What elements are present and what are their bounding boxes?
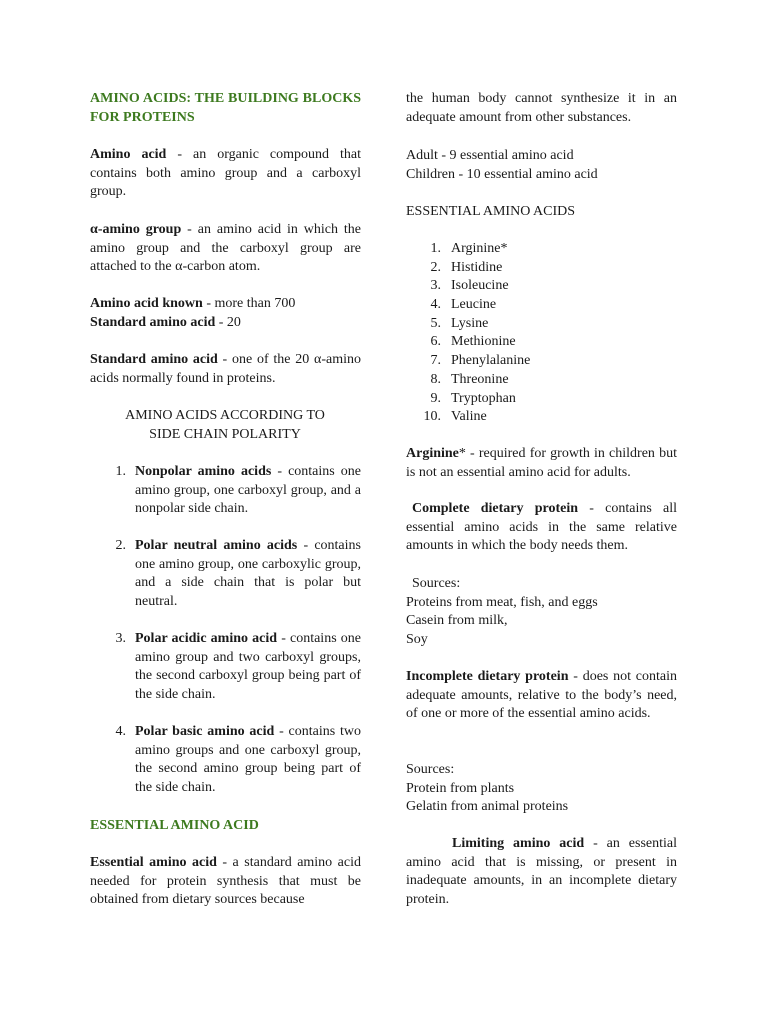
sources-label: Sources:: [412, 576, 461, 591]
essential-counts: [406, 147, 677, 184]
amino-acid-name: Isoleucine: [451, 278, 509, 294]
list-number: 2.: [430, 259, 441, 275]
arginine-note: [406, 445, 677, 482]
alpha-amino-group-definition: [90, 221, 361, 277]
incomplete-dietary-protein-definition: [406, 668, 677, 724]
definition: - contains one amino group, one carboxylic group, and a side chain that is polar but neutral.: [135, 538, 361, 610]
term: Essential amino acid: [90, 855, 217, 870]
list-number: 5.: [430, 315, 441, 331]
amino-acid-name: Phenylalanine: [451, 353, 531, 369]
term: Standard amino acid: [90, 352, 218, 367]
sources-label: Sources:: [406, 762, 455, 777]
incomplete-protein-sources: [406, 761, 677, 817]
amino-acid-counts: [90, 295, 361, 332]
essential-list-heading: ESSENTIAL AMINO ACIDS: [406, 204, 576, 219]
amino-acid-name: Tryptophan: [451, 390, 516, 406]
definition: - does not contain adequate amounts, relative to the body’s need, of one or more of the essential amino acids.: [406, 669, 677, 722]
definition: - an amino acid in which the amino group and the carboxyl group are attached to the α-carbon atom.: [90, 222, 361, 275]
list-number: 2.: [115, 538, 126, 553]
term: Standard amino acid: [90, 314, 216, 330]
amino-acid-name: Lysine: [451, 315, 489, 331]
source-item: Gelatin from animal proteins: [406, 799, 569, 815]
definition: - one of the 20 α-amino acids normally found in proteins.: [90, 352, 361, 386]
term: Amino acid known: [90, 296, 203, 311]
essential-definition-continuation: the human body cannot synthesize it in an adequate amount from other substances.: [406, 91, 677, 125]
complete-protein-sources: [406, 575, 677, 650]
list-number: 9.: [430, 390, 441, 406]
term: Amino acid: [90, 147, 167, 162]
definition: - contains one amino group, one carboxyl group, and a nonpolar side chain.: [135, 464, 361, 517]
standard-count-line: [90, 314, 361, 333]
definition: * - required for growth in children but is not an essential amino acid for adults.: [406, 446, 677, 480]
source-item: Casein from milk,: [406, 613, 508, 629]
complete-dietary-protein-definition: [406, 500, 677, 556]
term: Polar neutral amino acids: [135, 538, 298, 553]
term: Incomplete dietary protein: [406, 669, 569, 684]
heading-line: AMINO ACIDS ACCORDING TO: [125, 408, 325, 423]
term: Arginine: [406, 446, 459, 461]
list-item: [406, 371, 677, 390]
term: Polar acidic amino acid: [135, 631, 278, 646]
list-item: [406, 315, 677, 334]
amino-acid-definition: [90, 146, 361, 202]
list-item: [406, 240, 677, 259]
known-count-line: [90, 295, 361, 314]
essential-amino-acid-definition: [90, 854, 361, 910]
children-count: Children - 10 essential amino acid: [406, 166, 598, 182]
list-number: 1.: [115, 464, 126, 479]
source-item: Protein from plants: [406, 780, 515, 796]
value: - 20: [215, 314, 241, 330]
list-item: [406, 296, 677, 315]
source-item: Proteins from meat, fish, and eggs: [406, 594, 598, 610]
list-number: 3.: [430, 278, 441, 294]
term: Complete dietary protein: [412, 501, 579, 516]
list-number: 10.: [423, 409, 441, 425]
list-item: [406, 352, 677, 371]
term: Polar basic amino acid: [135, 724, 275, 739]
list-number: 4.: [430, 297, 441, 313]
list-number: 6.: [430, 334, 441, 350]
essential-section-heading: ESSENTIAL AMINO ACID: [90, 818, 259, 833]
list-number: 1.: [430, 241, 441, 256]
standard-amino-acid-definition: [90, 351, 361, 388]
definition: - contains two amino groups and one carboxyl group, the second amino group being part of the side chain.: [135, 724, 361, 796]
list-item: [406, 277, 677, 296]
amino-acid-name: Leucine: [451, 297, 497, 313]
list-number: 3.: [115, 631, 126, 646]
value: - more than 700: [202, 296, 296, 311]
polarity-heading: [90, 407, 360, 444]
term: Limiting amino acid: [452, 836, 585, 851]
list-number: 7.: [430, 353, 441, 369]
heading-line: SIDE CHAIN POLARITY: [149, 426, 301, 442]
definition: - an essential amino acid that is missing, or present in inadequate amounts, in an incomplete dietary protein.: [406, 836, 677, 908]
amino-acid-name: Methionine: [451, 334, 516, 350]
term: α-amino group: [90, 222, 182, 237]
amino-acid-name: Histidine: [451, 259, 503, 275]
amino-acid-name: Threonine: [451, 371, 509, 387]
essential-amino-acid-list: [406, 240, 677, 427]
list-item: [406, 408, 677, 427]
amino-acid-name: Arginine*: [451, 241, 508, 256]
source-item: Soy: [406, 632, 428, 648]
list-number: 8.: [430, 371, 441, 387]
amino-acid-name: Valine: [451, 409, 487, 425]
definition: - a standard amino acid needed for protein synthesis that must be obtained from dietary sources because: [90, 855, 361, 908]
definition: - contains one amino group and two carboxyl groups, the second carboxyl group being part of the side chain.: [135, 631, 361, 703]
list-item: [406, 333, 677, 352]
page-title: AMINO ACIDS: THE BUILDING BLOCKS FOR PROTEINS: [90, 91, 361, 125]
list-item: [406, 390, 677, 409]
term: Nonpolar amino acids: [135, 464, 272, 479]
definition: - contains all essential amino acids in the same relative amounts in which the body needs them.: [406, 501, 678, 554]
list-item: [406, 259, 677, 278]
definition: - an organic compound that contains both amino group and a carboxyl group.: [90, 147, 362, 200]
adult-count: Adult - 9 essential amino acid: [406, 148, 574, 163]
limiting-amino-acid-definition: [406, 835, 677, 910]
list-number: 4.: [115, 724, 126, 739]
